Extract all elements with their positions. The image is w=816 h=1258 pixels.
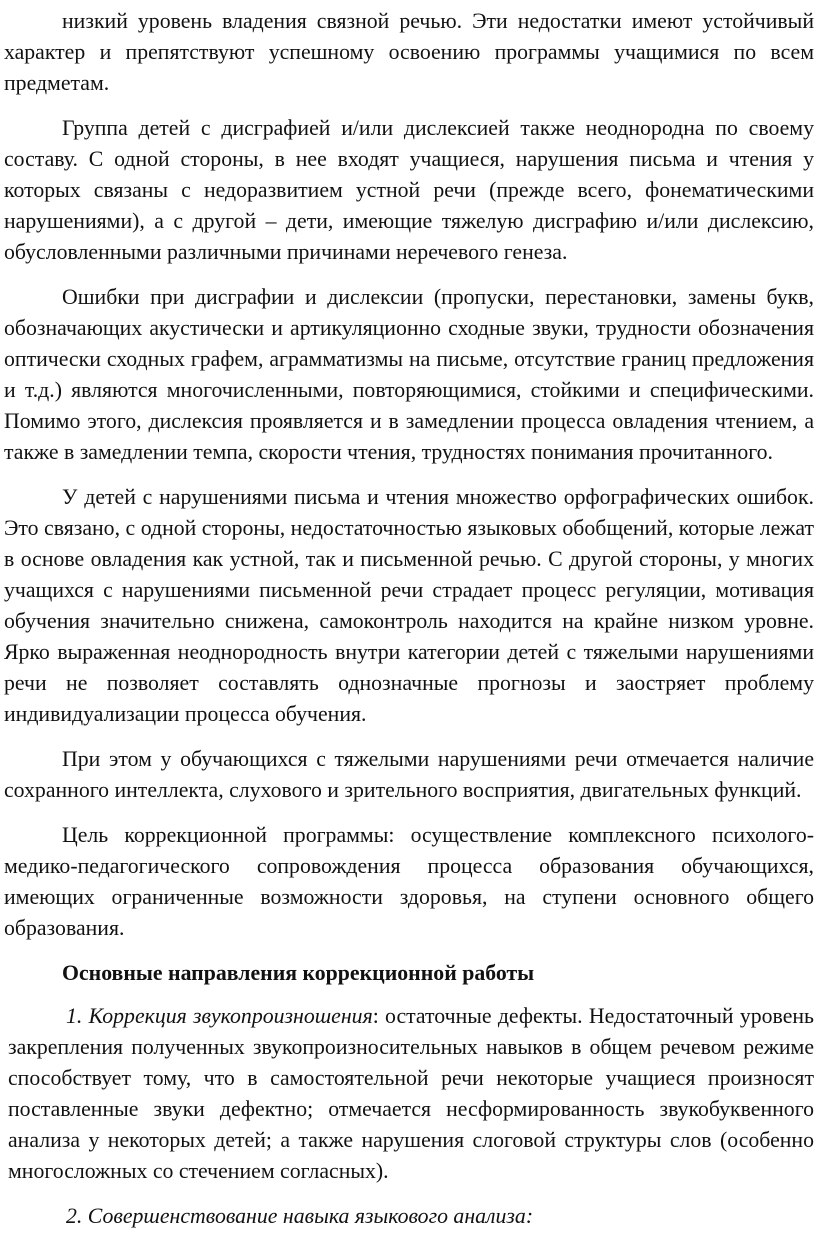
paragraph-4: У детей с нарушениями письма и чтения множество орфографических ошибок. Это связано, с одной стороны, недостаточностью языковых обобщений, которые лежат в основе овладения как устной, так и письменной речью. С другой стороны, у многих учащихся с нарушениями письменной речи страдает процесс регуляции, мотивация обучения значительно снижена, самоконтроль находится на крайне низком уровне. Ярко выраженная неоднородность внутри категории детей с тяжелыми нарушениями речи не позволяет составлять однозначные прогнозы и заостряет проблему индивидуализации процесса обучения. [4, 485, 814, 726]
section-heading: Основные направления коррекционной работы [62, 961, 535, 985]
paragraph-5: При этом у обучающихся с тяжелыми нарушениями речи отмечается наличие сохранного интеллекта, слухового и зрительного восприятия, двигательных функций. [4, 747, 814, 802]
paragraph-3: Ошибки при дисграфии и дислексии (пропуски, перестановки, замены букв, обозначающих акустически и артикуляционно сходные звуки, трудности обозначения оптически сходных графем, аграмматизмы на письме, отсутствие границ предложения и т.д.) являются многочисленными, повторяющимися, стойкими и специфическими. Помимо этого, дислексия проявляется и в замедлении процесса овладения чтением, а также в замедлении темпа, скорости чтения, трудностях понимания прочитанного. [4, 285, 814, 464]
list-item-1-text: : остаточные дефекты. Недостаточный уровень закрепления полученных звукопроизносительных навыков в общем речевом режиме способствует тому, что в самостоятельной речи некоторые учащиеся произносят поставленные звуки дефектно; отмечается несформированность звукобуквенного анализа у некоторых детей; а также нарушения слоговой структуры слов (особенно многосложных со стечением согласных). [8, 1004, 814, 1183]
paragraph-6: Цель коррекционной программы: осуществление комплексного психолого-медико-педагогического сопровождения процесса образования обучающихся, имеющих ограниченные возможности здоровья, на ступени основного общего образования. [4, 823, 814, 940]
list-item-1-title: 1. Коррекция звукопроизношения [66, 1004, 373, 1028]
paragraph-1: низкий уровень владения связной речью. Эти недостатки имеют устойчивый характер и препятствуют успешному освоению программы учащимися по всем предметам. [4, 9, 814, 95]
list-item-2 [0, 1201, 816, 1232]
list-item-1 [0, 1001, 816, 1187]
paragraph-2: Группа детей с дисграфией и/или дислексией также неоднородна по своему составу. С одной стороны, в нее входят учащиеся, нарушения письма и чтения у которых связаны с недоразвитием устной речи (прежде всего, фонематическими нарушениями), а с другой – дети, имеющие тяжелую дисграфию и/или дислексию, обусловленными различными причинами неречевого генеза. [4, 116, 814, 264]
list-item-2-title: 2. Совершенствование навыка языкового анализа: [66, 1204, 534, 1228]
